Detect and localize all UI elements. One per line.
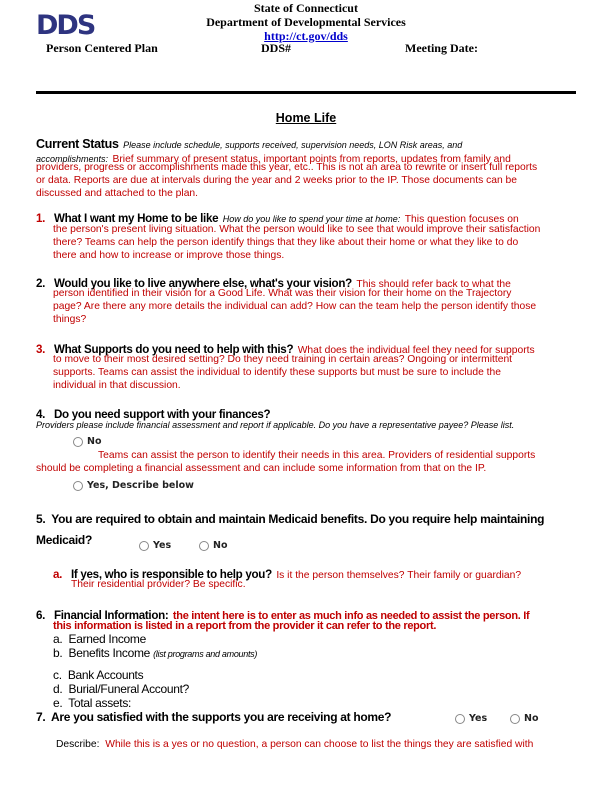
header-link[interactable]: http://ct.gov/dds xyxy=(264,29,348,43)
radio-label: Yes, Describe below xyxy=(87,480,194,491)
status-line: or data. Reports are due at intervals during the year and 2 weeks prior to the IP. Those documents can be xyxy=(36,175,517,186)
item-number: d. xyxy=(53,682,63,696)
q3-line: individual in that discussion. xyxy=(53,380,181,391)
radio-label: No xyxy=(213,540,228,551)
item-number: e. xyxy=(53,696,63,710)
q1-hint: How do you like to spend your time at home: xyxy=(222,214,401,224)
q4-radio-yes[interactable] xyxy=(73,480,194,491)
q2-line: things? xyxy=(53,314,87,325)
status-line: providers, progress or accomplishments made this year, etc.. This is not an area to rewrite or insert full reports xyxy=(36,162,538,173)
describe-label: Describe: xyxy=(56,739,100,750)
q1-line: the person's present living situation. What the person would like to see that would improve their satisfaction xyxy=(53,224,541,235)
radio-icon xyxy=(73,437,83,447)
burial-account-label: Burial/Funeral Account? xyxy=(68,682,190,696)
radio-icon xyxy=(199,541,209,551)
describe-text: While this is a yes or no question, a person can choose to list the things they are satisfied with xyxy=(105,739,534,750)
q4-radio-no[interactable] xyxy=(73,436,101,447)
q3-label: What Supports do you need to help with this? xyxy=(53,343,294,356)
radio-label: Yes xyxy=(153,540,172,551)
q4-label: Do you need support with your finances? xyxy=(53,408,271,421)
q7-label: Are you satisfied with the supports you are receiving at home? xyxy=(51,710,392,724)
q6-line: the intent here is to enter as much info as needed to assist the person. If xyxy=(172,610,530,622)
q5-radio-yes[interactable] xyxy=(139,540,171,551)
plan-label: Person Centered Plan xyxy=(46,41,158,55)
radio-icon xyxy=(455,714,465,724)
bank-accounts-label: Bank Accounts xyxy=(67,668,144,682)
q6-line: this information is listed in a report from the provider it can refer to the report. xyxy=(53,620,437,632)
q4-line: Teams can assist the person to identify their needs in this area. Providers of residential supports xyxy=(98,450,536,461)
q7-radio-no[interactable] xyxy=(510,713,538,724)
radio-label: No xyxy=(87,436,102,447)
q2-line: person identified in their vision for a Good Life. What was their vision for their home on the Trajectory xyxy=(53,288,512,299)
q4-line: should be completing a financial assessment and can include some information from that on the IP. xyxy=(36,463,487,474)
meeting-date-label: Meeting Date: xyxy=(405,41,478,55)
q5a-label: If yes, who is responsible to help you? xyxy=(70,568,272,581)
benefits-hint: (list programs and amounts) xyxy=(153,649,258,659)
q5-label-text: You are required to obtain and maintain Medicaid benefits. Do you require help maintaining xyxy=(51,512,545,526)
q5-number: 5. xyxy=(36,512,46,526)
current-status-hint2: accomplishments: xyxy=(36,154,109,164)
q4-number: 4. xyxy=(36,408,46,421)
q1-number: 1. xyxy=(36,212,46,225)
radio-label: No xyxy=(524,713,539,724)
dds-logo: DDS xyxy=(36,10,95,41)
q1-line: This question focuses on xyxy=(404,214,519,225)
q1-label: What I want my Home to be like xyxy=(53,212,219,225)
q3-line: supports. Teams can assist the individual to identify these supports but must be sure to include the xyxy=(53,367,501,378)
radio-icon xyxy=(139,541,149,551)
q5-radio-no[interactable] xyxy=(199,540,227,551)
q5a-line: Is it the person themselves? Their family or guardian? xyxy=(276,570,522,581)
q2-number: 2. xyxy=(36,277,46,290)
benefits-income-label: Benefits Income xyxy=(68,646,151,660)
q2-label: Would you like to live anywhere else, what's your vision? xyxy=(53,277,352,290)
header-dept: Department of Developmental Services xyxy=(206,15,406,29)
q2-line: This should refer back to what the xyxy=(356,279,511,290)
q5a-line: Their residential provider? Be specific. xyxy=(71,579,246,590)
dds-number-label: DDS# xyxy=(261,41,292,55)
item-number: c. xyxy=(53,668,62,682)
header-rule xyxy=(36,91,576,94)
current-status-hint: Please include schedule, supports received, supervision needs, LON Risk areas, and xyxy=(123,140,463,150)
q1-line: there? Teams can help the person identify things that they like about their home or what they like to do xyxy=(53,237,519,248)
earned-income-label: Earned Income xyxy=(68,632,146,646)
status-line: discussed and attached to the plan. xyxy=(36,188,199,199)
radio-label: Yes xyxy=(469,713,488,724)
header-state: State of Connecticut xyxy=(254,1,358,15)
current-status-label: Current Status xyxy=(36,137,119,151)
q6-number: 6. xyxy=(36,609,46,622)
q2-line: page? Are there any more details the individual can add? How can the team help the person identify those xyxy=(53,301,537,312)
q7-number: 7. xyxy=(36,710,46,724)
q7-radio-yes[interactable] xyxy=(455,713,487,724)
total-assets-label: Total assets: xyxy=(68,696,132,710)
radio-icon xyxy=(73,481,83,491)
q3-number: 3. xyxy=(36,343,46,356)
q4-hint: Providers please include financial assessment and report if applicable. Do you have a representative payee? Please list. xyxy=(36,420,515,430)
radio-icon xyxy=(510,714,520,724)
q3-line: to move to their most desired setting? Do they need training in certain areas? Ongoing or intermittent xyxy=(53,354,513,365)
q6-label: Financial Information: xyxy=(53,609,169,622)
q5-label xyxy=(36,512,544,526)
item-number: b. xyxy=(53,646,63,660)
q5-label-cont: Medicaid? xyxy=(36,533,92,547)
status-line: Brief summary of present status, important points from reports, updates from family and xyxy=(112,154,511,165)
q5a-number: a. xyxy=(53,568,63,581)
item-number: a. xyxy=(53,632,63,646)
q1-line: there and how to increase or improve those things. xyxy=(53,250,285,261)
section-title: Home Life xyxy=(275,111,337,125)
q3-line: What does the individual feel they need for supports xyxy=(297,345,535,356)
